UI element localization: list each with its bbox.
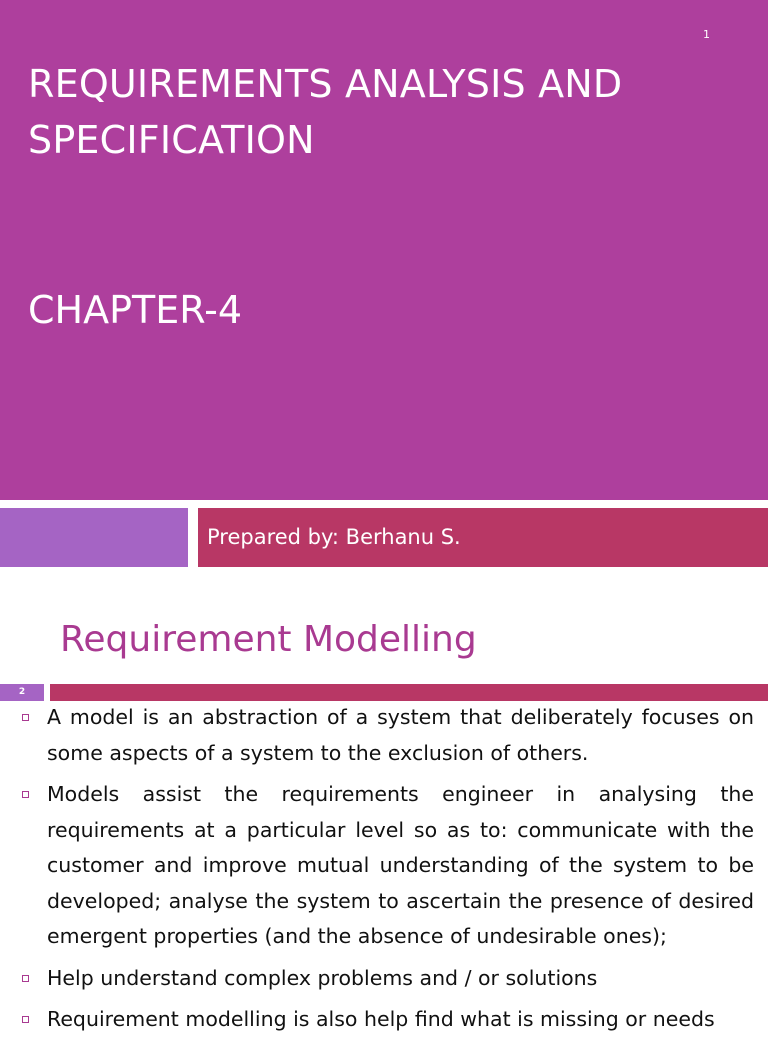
bullet-list (0, 700, 768, 1044)
slide-2-title: Requirement Modelling (60, 619, 477, 660)
square-bullet-icon (22, 714, 29, 721)
bullet-text: Requirement modelling is also help find what is missing or needs (47, 1007, 715, 1031)
list-item (0, 700, 768, 771)
list-item (0, 1002, 768, 1038)
bullet-text: Models assist the requirements engineer in analysing the requirements at a particular level so as to: communicate with the customer and improve mutual understanding of the system to be developed; analyse the system to ascertain the presence of desired emergent properties (and the absence of undesirable ones); (47, 782, 754, 948)
slide-2-page-number: 2 (0, 684, 44, 701)
accent-band-left (0, 508, 188, 567)
bullet-text: Help understand complex problems and / or solutions (47, 965, 598, 990)
bullet-text: A model is an abstraction of a system that deliberately focuses on some aspects of a system to the exclusion of others. (47, 705, 754, 765)
title-line-1: REQUIREMENTS ANALYSIS AND (28, 62, 623, 106)
title-line-2: SPECIFICATION (28, 118, 315, 162)
slide-1-title (28, 56, 728, 168)
prepared-by-text: Prepared by: Berhanu S. (207, 525, 461, 549)
list-item (0, 961, 768, 997)
square-bullet-icon (22, 791, 29, 798)
square-bullet-icon (22, 1016, 29, 1023)
slide-1-page-number: 1 (703, 28, 710, 41)
chapter-label: CHAPTER-4 (28, 288, 242, 332)
square-bullet-icon (22, 975, 29, 982)
list-item (0, 777, 768, 955)
slide-2-header-bar (50, 684, 768, 701)
